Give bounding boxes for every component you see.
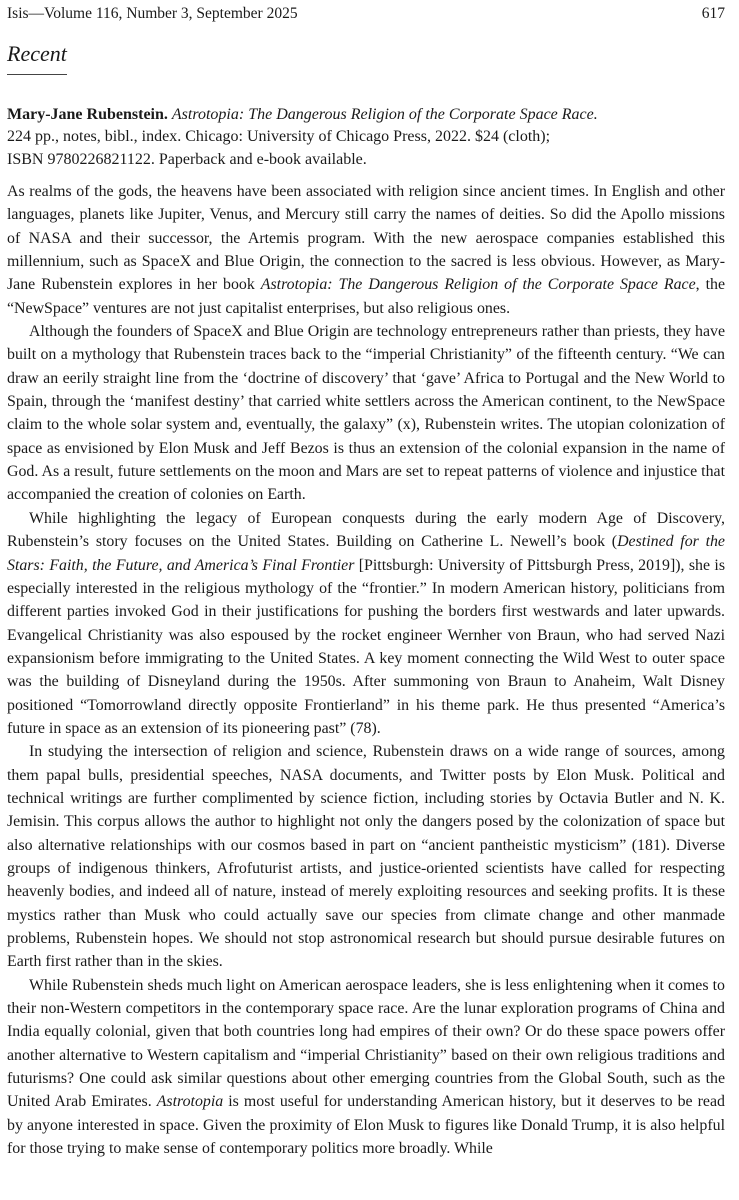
paragraph-4: In studying the intersection of religion and science, Rubenstein draws on a wide range of sources, among them papal bulls, presidential speeches, NASA documents, and Twitter posts by Elon Musk. Political and technical writings are further complimented by science fiction, including stories by Octavia Butler and N. K. Jemisin. This corpus allows the author to highlight not only the dangers posed by the colonization of space but also alternative relationships with our cosmos based in part on “ancient pantheistic mysticism” (181). Diverse groups of indigenous thinkers, Afrofuturist artists, and justice-oriented scientists have called for respecting heavenly bodies, and indeed all of nature, instead of merely exploiting resources and seeking profits. It is these mystics rather than Musk who could actually save our species from climate change and other manmade problems, Rubenstein hopes. We should not stop astronomical research but should pursue desirable futures on Earth first rather than in the skies. (7, 743, 725, 971)
paragraph-3-text-c: [Pittsburgh: University of Pittsburgh Press, 2019]), she is especially interested in the religious mythology of the “frontier.” In modern American history, politicians from different parties invoked God in their justifications for pushing the borders first westwards and later upwards. Evangelical Christianity was also espoused by the rocket engineer Wernher von Braun, who had served Nazi expansionism before immigrating to the United States. A key moment connecting the Wild West to outer space was the building of Disneyland during the 1950s. After summoning von Braun to Anaheim, Walt Disney positioned “Tomorrowland directly opposite Frontierland” in his theme park. He thus presented “America’s future in space as an extension of its pioneering past” (78). (7, 556, 725, 737)
page-number: 617 (701, 5, 725, 22)
review-body (7, 180, 725, 1160)
paragraph-1-text-a: As realms of the gods, the heavens have been associated with religion since ancient times. In English and other languages, planets like Jupiter, Venus, and Mercury still carry the names of deities. So did the Apollo missions of NASA and their successor, the Artemis program. With the new aerospace companies established this millennium, such as SpaceX and Blue Origin, the connection to the sacred is less obvious. However, as Mary-Jane Rubenstein explores in her book (7, 183, 725, 294)
citation-author-title-line (7, 104, 725, 126)
paragraph-3 (7, 507, 725, 740)
book-citation (7, 104, 725, 171)
section-divider (7, 74, 67, 75)
paragraph-2: Although the founders of SpaceX and Blue Origin are technology entrepreneurs rather than priests, they have built on a mythology that Rubenstein traces back to the “imperial Christianity” of the fifteenth century. “We can draw an eerily straight line from the ‘doctrine of discovery’ that ‘gave’ Africa to Portugal and the New World to Spain, through the ‘manifest destiny’ that carried white settlers across the American continent, to the NewSpace claim to the whole solar system and, eventually, the galaxy” (x), Rubenstein writes. The utopian colonization of space as envisioned by Elon Musk and Jeff Bezos is thus an extension of the colonial expansion in the name of God. As a result, future settlements on the moon and Mars are set to repeat patterns of violence and injustice that accompanied the creation of colonies on Earth. (7, 323, 725, 504)
citation-details-line-1: 224 pp., notes, bibl., index. Chicago: University of Chicago Press, 2022. $24 (cloth); (7, 128, 551, 146)
paragraph-3-book-title: Destined for the Stars: Faith, the Future, and America’s Final Frontier (7, 533, 725, 574)
section-title: Recent (7, 41, 67, 66)
paragraph-5-book-title: Astrotopia (156, 1093, 224, 1111)
journal-citation: Isis—Volume 116, Number 3, September 2025 (7, 5, 298, 22)
paragraph-5-text-c: is most useful for understanding American history, but it deserves to be read by anyone interested in space. Given the proximity of Elon Musk to figures like Donald Trump, it is also helpful for those trying to make sense of contemporary politics more broadly. While (7, 1093, 725, 1158)
book-title: Astrotopia: The Dangerous Religion of the Corporate Space Race. (171, 106, 598, 123)
paragraph-3-text-a: While highlighting the legacy of European conquests during the early modern Age of Discovery, Rubenstein’s story focuses on the United States. Building on Catherine L. Newell’s book ( (7, 509, 725, 551)
paragraph-1 (7, 180, 725, 320)
paragraph-5-text-a: While Rubenstein sheds much light on American aerospace leaders, she is less enlightening when it comes to their non-Western competitors in the contemporary space race. Are the lunar exploration programs of China and India equally colonial, given that both countries long had empires of their own? Or do these space powers offer another alternative to Western capitalism and “imperial Christianity” based on their own religious traditions and futurisms? One could ask similar questions about other emerging countries from the Global South, such as the United Arab Emirates. (7, 976, 725, 1111)
paragraph-5 (7, 974, 725, 1161)
paragraph-1-text-c: , the “NewSpace” ventures are not just capitalist enterprises, but also religious ones. (7, 276, 726, 317)
citation-details-line-2: ISBN 9780226821122. Paperback and e-book available. (7, 150, 367, 168)
book-author: Mary-Jane Rubenstein. (7, 106, 168, 123)
paragraph-1-book-title: Astrotopia: The Dangerous Religion of the Corporate Space Race (260, 276, 696, 294)
